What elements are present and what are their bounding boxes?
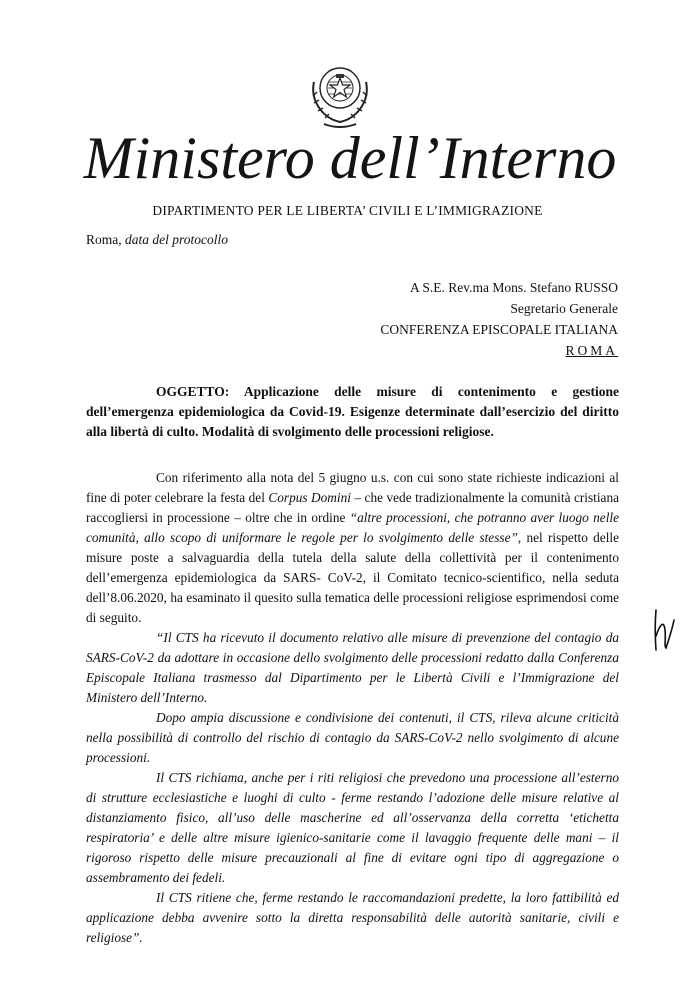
recipient-role: Segretario Generale	[510, 301, 618, 316]
intro-feast-name: Corpus Domini	[268, 490, 351, 505]
svg-text:Ministero dell’Interno: Ministero dell’Interno	[83, 125, 617, 191]
recipient-name: A S.E. Rev.ma Mons. Stefano RUSSO	[409, 280, 618, 295]
handwritten-initials	[652, 606, 678, 654]
subject-text: OGGETTO: Applicazione delle misure di contenimento e gestione dell’emergenza epidemiologica da Covid-19. Esigenze determinate dall’esercizio del diritto alla libertà di culto. Modalità di svolgimento delle processioni religiose.	[86, 384, 619, 439]
recipient-city: ROMA	[565, 343, 618, 358]
quote-paragraph-1: “Il CTS ha ricevuto il documento relativo alle misure di prevenzione del contagio da SARS-CoV-2 da adottare in occasione dello svolgimento delle processioni redatto dalla Conferenza Episcopale Italiana trasmesso dal Dipartimento per le Libertà Civili e l’Immigrazione del Ministero dell’Interno.	[86, 630, 619, 705]
subject-line	[86, 382, 619, 442]
paragraph-intro	[86, 468, 619, 628]
place-and-date	[86, 232, 228, 248]
ministry-title	[30, 118, 670, 198]
recipient-organization: CONFERENZA EPISCOPALE ITALIANA	[380, 322, 618, 337]
intro-part-2: – che vede tradizionalmente la comunità cristiana raccogliersi in processione – oltre che in ordine	[86, 490, 619, 525]
quote-paragraph-3: Il CTS richiama, anche per i riti religiosi che prevedono una processione all’esterno di strutture ecclesiastiche e luoghi di culto - ferme restando l’adozione delle misure relative al distanziamento fisico, all’uso delle mascherine ed all’osservanza della corretta ‘etichetta respiratoria’ e delle altre misure igienico-sanitarie come il lavaggio frequente delle mani – il rigoroso rispetto delle misure precauzionali al fine di evitare ogni tipo di aggregazione o assembramento dei fedeli.	[86, 770, 619, 885]
protocol-date: data del protocollo	[125, 232, 228, 247]
quote-paragraph-2: Dopo ampia discussione e condivisione dei contenuti, il CTS, rileva alcune criticità nella possibilità di controllo del rischio di contagio da SARS-CoV-2 nello svolgimento di alcune processioni.	[86, 710, 619, 765]
department-heading: DIPARTIMENTO PER LE LIBERTA’ CIVILI E L’IMMIGRAZIONE	[152, 203, 543, 218]
intro-quote: “altre processioni, che potranno aver luogo nelle comunità, allo scopo di uniformare le regole per lo svolgimento delle stesse”	[86, 510, 619, 545]
intro-part-1: Con riferimento alla nota del 5 giugno u.s. con cui sono state richieste indicazioni al fine di poter celebrare la festa del	[86, 470, 619, 505]
quote-paragraph-4: Il CTS ritiene che, ferme restando le raccomandazioni predette, la loro fattibilità ed applicazione debba avvenire sotto la diretta responsabilità delle autorità sanitarie, civili e religiose”.	[86, 890, 619, 945]
intro-part-3: , nel rispetto delle misure poste a salvaguardia della tutela della salute della collettività per il contenimento dell’emergenza epidemiologica da SARS- CoV-2, il Comitato tecnico-scientifico, nella seduta dell’8.06.2020, ha esaminato il quesito sulla tematica delle processioni religiose esprimendosi come di seguito.	[86, 530, 619, 625]
recipient-block	[380, 277, 618, 361]
letter-body	[86, 468, 619, 948]
place-city: Roma,	[86, 232, 125, 247]
